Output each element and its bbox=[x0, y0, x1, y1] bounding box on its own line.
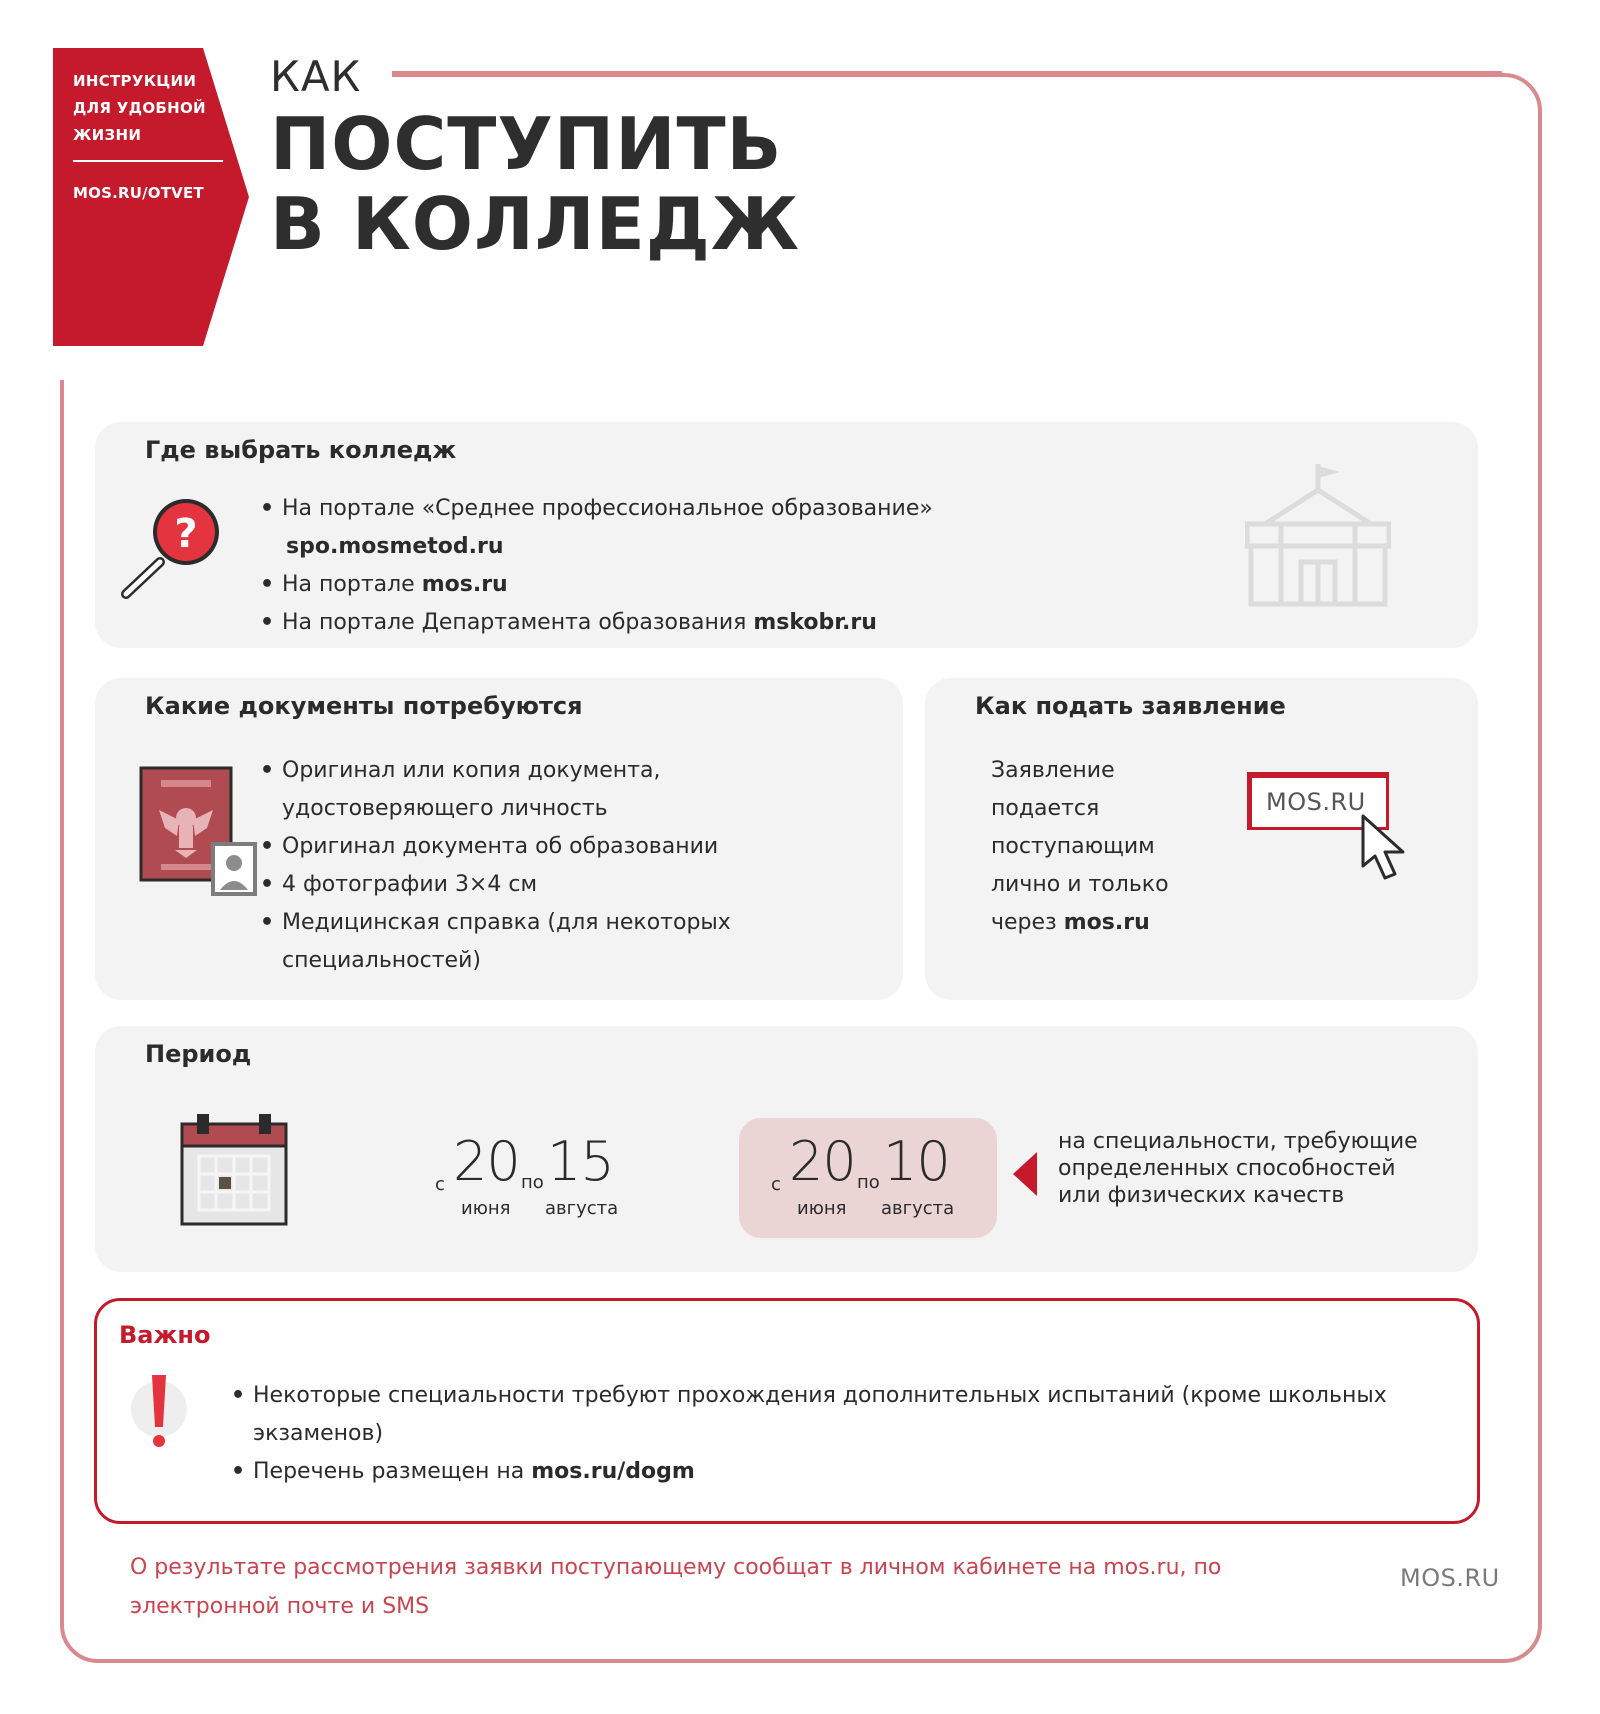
documents-item-4-line-1: Медицинская справка (для некоторых bbox=[282, 910, 731, 935]
documents-item-2: • Оригинал документа об образовании bbox=[260, 828, 731, 866]
important-item-1-line-2: экзаменов) bbox=[253, 1421, 384, 1446]
choose-item-1 bbox=[260, 490, 933, 566]
documents-item-1-line-2: удостоверяющего личность bbox=[282, 796, 608, 821]
documents-item-4-line-2: специальностей) bbox=[282, 948, 481, 973]
choose-college-card bbox=[95, 422, 1478, 648]
period-note-line-3: или физических качеств bbox=[1058, 1183, 1345, 1208]
apply-mos-ru-link[interactable]: mos.ru bbox=[1063, 910, 1150, 935]
period-a-to-day: 15 bbox=[547, 1130, 614, 1193]
documents-item-4 bbox=[260, 904, 731, 980]
documents-item-1 bbox=[260, 752, 731, 828]
badge-line-2: ДЛЯ УДОБНОЙ bbox=[73, 99, 206, 117]
period-a-from-day: 20 bbox=[453, 1130, 520, 1193]
mskobr-link[interactable]: mskobr.ru bbox=[753, 610, 877, 635]
title-rule bbox=[392, 71, 1502, 75]
svg-text:?: ? bbox=[174, 511, 198, 557]
period-b-to-day: 10 bbox=[883, 1130, 950, 1193]
instructions-badge bbox=[53, 48, 249, 346]
apply-heading: Как подать заявление bbox=[975, 692, 1286, 720]
important-card bbox=[94, 1298, 1480, 1524]
mos-ru-box-label: MOS.RU bbox=[1266, 788, 1366, 816]
period-b-from-month: июня bbox=[797, 1198, 847, 1219]
footer-brand[interactable]: MOS.RU bbox=[1400, 1564, 1500, 1592]
period-b-to-prefix: по bbox=[857, 1172, 880, 1193]
choose-item-1-text: На портале «Среднее профессиональное образование» bbox=[282, 496, 933, 521]
apply-line-3: поступающим bbox=[991, 834, 1155, 859]
period-note-line-2: определенных способностей bbox=[1058, 1156, 1396, 1181]
documents-item-1-line-1: Оригинал или копия документа, bbox=[282, 758, 661, 783]
apply-card bbox=[925, 678, 1478, 1000]
period-heading: Период bbox=[145, 1040, 252, 1068]
period-a-from-prefix: с bbox=[435, 1174, 445, 1195]
choose-item-3 bbox=[260, 604, 933, 642]
important-heading: Важно bbox=[119, 1321, 211, 1349]
cursor-arrow-icon bbox=[1359, 812, 1411, 884]
apply-line-5-text: через bbox=[991, 910, 1064, 935]
period-a-to-prefix: по bbox=[521, 1172, 544, 1193]
apply-line-2: подается bbox=[991, 796, 1100, 821]
documents-list bbox=[260, 752, 731, 980]
footer-note-line-1: О результате рассмотрения заявки поступающему сообщат в личном кабинете на mos.ru, по bbox=[130, 1555, 1222, 1580]
period-a-from-month: июня bbox=[461, 1198, 511, 1219]
badge-line-3: ЖИЗНИ bbox=[73, 126, 142, 144]
choose-list bbox=[260, 490, 933, 642]
title-line-1: ПОСТУПИТЬ bbox=[270, 102, 783, 186]
important-item-1-line-1: Некоторые специальности требуют прохождения дополнительных испытаний (кроме школьных bbox=[253, 1383, 1387, 1408]
period-card bbox=[95, 1026, 1478, 1272]
period-note bbox=[1058, 1128, 1468, 1209]
badge-line-1: ИНСТРУКЦИИ bbox=[73, 72, 197, 90]
period-range-special-pill bbox=[739, 1118, 997, 1238]
passport-icon bbox=[139, 766, 259, 898]
period-a-to-month: августа bbox=[545, 1198, 619, 1219]
documents-heading: Какие документы потребуются bbox=[145, 692, 583, 720]
apply-line-1: Заявление bbox=[991, 758, 1115, 783]
important-item-1 bbox=[231, 1377, 1461, 1453]
choose-item-2-text: На портале bbox=[282, 572, 422, 597]
apply-line-5 bbox=[991, 904, 1169, 942]
calendar-icon bbox=[179, 1112, 289, 1228]
title-small: КАК bbox=[270, 52, 362, 101]
period-b-from-prefix: с bbox=[771, 1174, 781, 1195]
magnifier-question-icon bbox=[120, 492, 230, 602]
apply-line-4: лично и только bbox=[991, 872, 1169, 897]
title-line-2: В КОЛЛЕДЖ bbox=[270, 182, 801, 266]
choose-heading: Где выбрать колледж bbox=[145, 436, 457, 464]
documents-card bbox=[95, 678, 903, 1000]
badge-divider bbox=[73, 160, 223, 162]
period-b-to-month: августа bbox=[881, 1198, 955, 1219]
college-building-icon bbox=[1245, 462, 1391, 608]
badge-title bbox=[73, 68, 213, 149]
mos-ru-dogm-link[interactable]: mos.ru/dogm bbox=[531, 1459, 695, 1484]
footer-note bbox=[130, 1548, 1290, 1626]
important-item-2 bbox=[231, 1453, 1461, 1491]
pointer-triangle-icon bbox=[1011, 1150, 1039, 1198]
choose-item-3-text: На портале Департамента образования bbox=[282, 610, 754, 635]
choose-item-2 bbox=[260, 566, 933, 604]
important-list bbox=[231, 1377, 1461, 1491]
apply-text bbox=[991, 752, 1169, 942]
spo-link[interactable]: spo.mosmetod.ru bbox=[286, 534, 504, 559]
exclamation-icon bbox=[127, 1371, 191, 1451]
footer-note-line-2: электронной почте и SMS bbox=[130, 1594, 430, 1619]
badge-url[interactable]: MOS.RU/OTVET bbox=[73, 184, 204, 202]
period-note-line-1: на специальности, требующие bbox=[1058, 1129, 1418, 1154]
important-item-2-text: Перечень размещен на bbox=[253, 1459, 532, 1484]
period-b-from-day: 20 bbox=[789, 1130, 856, 1193]
page-title bbox=[270, 104, 800, 264]
documents-item-3: • 4 фотографии 3×4 см bbox=[260, 866, 731, 904]
mos-ru-link[interactable]: mos.ru bbox=[421, 572, 508, 597]
